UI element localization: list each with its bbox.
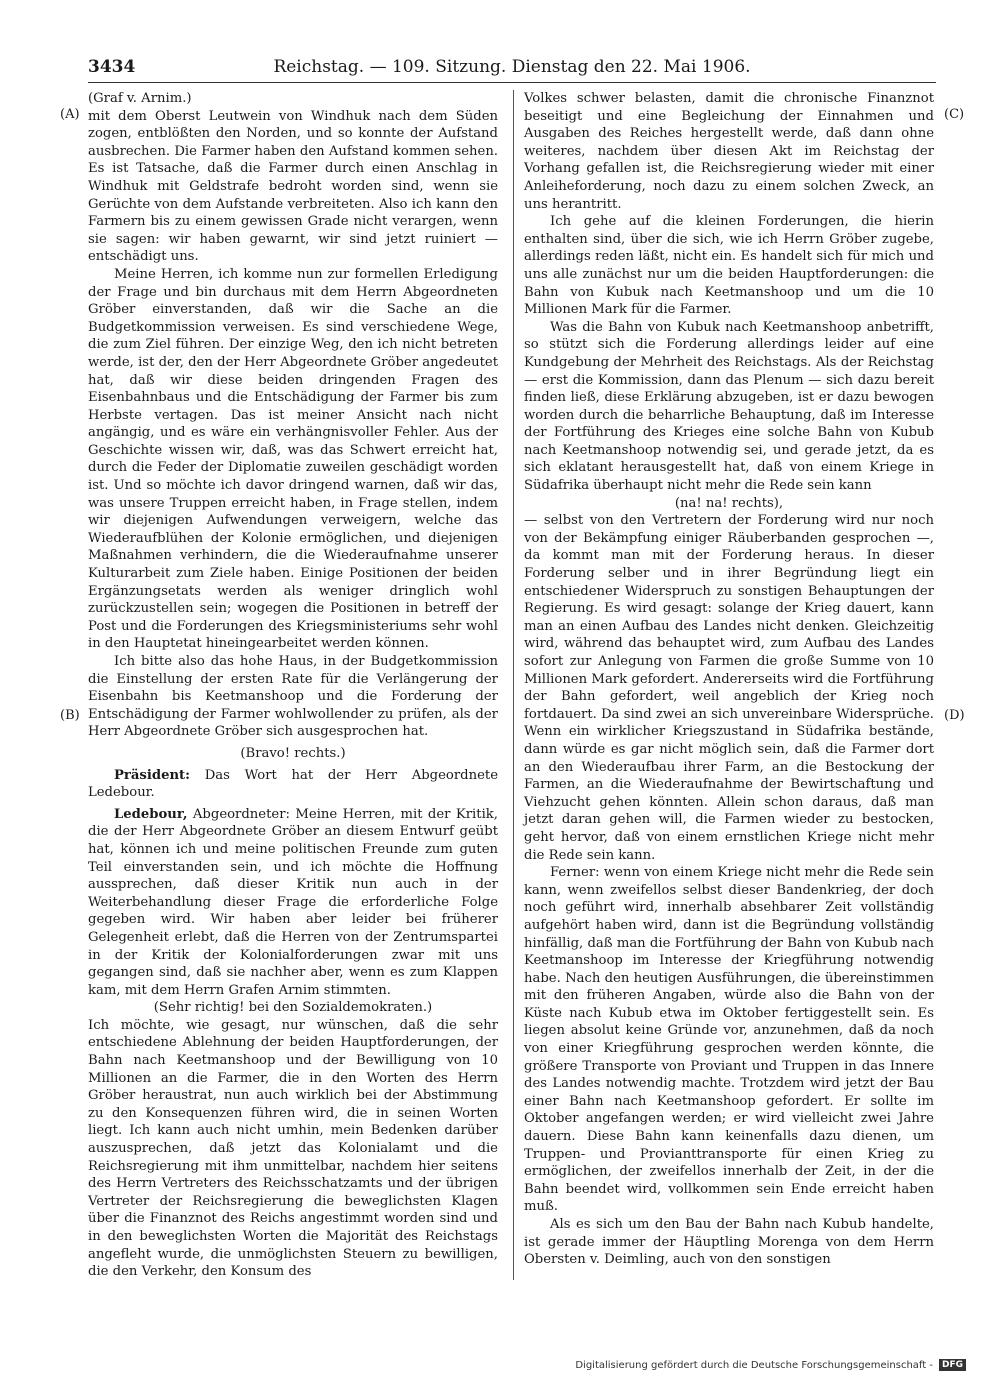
page-title: Reichstag. — 109. Sitzung. Dienstag den 22. Mai 1906. bbox=[273, 57, 751, 77]
margin-marker-d: (D) bbox=[944, 708, 965, 723]
paragraph: — selbst von den Vertretern der Forderung wird nur noch von der Bekämpfung einiger Räuberbanden gesprochen —, da kommt man mit der Forderung heraus. In dieser Forderung selber und in ihrer Begründung liegt ein entschiedener Widerspruch zu sonstigen Behauptungen der Regierung. Es wird gesagt: solange der Krieg dauert, kann man an einen Aufbau des Landes nicht denken. Gleichzeitig wird, während das behauptet wird, zum Aufbau des Landes sofort zur Anlegung von Farmen die große Summe von 10 Millionen Mark gefordert. Andererseits wird die Fortführung der Bahn gefordert, weil angeblich der Krieg noch fortdauert. Da sind zwei an sich unvereinbare Widersprüche. Wenn ein wirklicher Kriegszustand in Südafrika bestände, dann würde es gar nicht möglich sein, daß die Farmer dort an den Wiederaufbau ihrer Farm, an die Bestockung der Farmen, an die Wiederaufnahme der Bewirtschaftung und Viehzucht gehen könnten. Allein schon daraus, daß man jetzt daran gehen will, die Farmen wieder zu bestocken, geht hervor, daß von einem ernstlichen Kriege nicht mehr die Rede sein kann. bbox=[524, 513, 934, 863]
paragraph: Ich gehe auf die kleinen Forderungen, die hierin enthalten sind, über die sich, wie ich Herrn Gröber zugebe, allerdings reden läßt, nicht ein. Es handelt sich für mich und uns alle zunächst nur um die beiden Hauptforderungen: die Bahn von Kubuk nach Keetmanshoop und um die 10 Millionen Mark für die Farmer. bbox=[524, 214, 934, 318]
margin-marker-a: (A) bbox=[60, 107, 80, 122]
paragraph: Ich bitte also das hohe Haus, in der Budgetkommission die Einstellung der ersten Rate für die Verlängerung der Eisenbahn bis Keetmanshoop und die Forderung der Entschädigung der Farmer wohlwollender zu prüfen, als der Herr Abgeordnete Gröber sich ausgesprochen hat. bbox=[88, 654, 498, 740]
page-number: 3434 bbox=[88, 57, 136, 77]
paragraph: Ich möchte, wie gesagt, nur wünschen, daß die sehr entschiedene Ablehnung der beiden Hauptforderungen, der Bahn nach Keetmanshoop und der Bewilligung von 10 Millionen an die Farmer, die in den Worten des Herrn Gröber heraustrat, nun auch wirklich bei der Abstimmung zu den Konsequenzen führen wird, die in seinen Worten liegt. Ich kann auch nicht umhin, mein Bedenken darüber auszusprechen, daß jetzt das Kolonialamt und die Reichsregierung mit ihm unmittelbar, nachdem hier seitens des Herrn Vertreters des Reichsschatzamts und der übrigen Vertreter der Reichsregierung die beweglichsten Klagen über die Finanznot des Reichs angestimmt worden sind und in den beweglichsten Worten die Majorität des Reichstags angefleht wurde, die unmöglichsten Steuern zu bewilligen, die den Verkehr, den Konsum des bbox=[88, 1017, 498, 1280]
statement-text: Abgeordneter: Meine Herren, mit der Kritik, die der Herr Abgeordnete Gröber an diesem Entwurf geübt hat, können ich und meine politischen Freunde zum guten Teil einverstanden sein, und ich möchte die Hoffnung aussprechen, daß dieser Kritik nun auch in der Weiterbehandlung dieser Frage die erforderliche Folge gegeben wird. Wir haben aber leider bei früherer Gelegenheit erlebt, daß die Herren von der Zentrumspartei in der Kritik der Kolonialforderungen zwar mit uns gegangen sind, daß sie nachher aber, wenn es zum Klappen kam, mit dem Herrn Grafen Arnim stimmten. bbox=[88, 806, 498, 998]
margin-marker-c: (C) bbox=[944, 107, 965, 122]
dfg-logo: DFG bbox=[939, 1359, 966, 1371]
footer-text: Digitalisierung gefördert durch die Deutsche Forschungsgemeinschaft - bbox=[575, 1359, 933, 1371]
page-header bbox=[88, 57, 936, 83]
margin-marker-b: (B) bbox=[60, 708, 80, 723]
paragraph: mit dem Oberst Leutwein von Windhuk nach dem Süden zogen, entblößten den Norden, und so konnte der Aufstand ausbrechen. Die Farmer haben den Aufstand kommen sehen. Es ist Tatsache, daß die Farmer durch einen Anschlag in Windhuk mit Geldstrafe bedroht worden sind, wenn sie Gerüchte von dem Aufstande verbreiteten. Also ich kann den Farmern bis zu einem gewissen Grade nicht verargen, wenn sie sagen: wir haben gewarnt, wir sind jetzt ruiniert — entschädigt uns. bbox=[88, 108, 498, 265]
left-column bbox=[88, 90, 498, 1281]
speaker-label: Präsident: bbox=[114, 767, 191, 783]
speaker-label: Ledebour, bbox=[114, 806, 188, 822]
applause-note: (Bravo! rechts.) bbox=[240, 745, 346, 761]
paragraph: Volkes schwer belasten, damit die chronische Finanznot beseitigt und eine Begleichung der Einnahmen und Ausgaben des Reiches hergestellt werde, daß dann ohne weiteres, nachdem über diesen Akt im Reichstag der Vorhang gefallen ist, die Reichsregierung wieder mit einer Anleiheforderung, noch dazu zu einem solchen Zweck, an uns herantritt. bbox=[524, 91, 934, 212]
paragraph: Meine Herren, ich komme nun zur formellen Erledigung der Frage und bin durchaus mit dem Herrn Abgeordneten Gröber einverstanden, daß wir die Sache an die Budgetkommission verweisen. Es sind verschiedene Wege, die zum Ziel führen. Der einzige Weg, den ich nicht betreten werde, ist der, den der Herr Abgeordnete Gröber angedeutet hat, daß wir diese beiden dringenden Fragen des Eisenbahnbaus und die Entschädigung der Farmer bis zum Herbste vertagen. Das ist meiner Ansicht nach nicht angängig, und es wäre ein verhängnisvoller Fehler. Aus der Geschichte wissen wir, daß, was das Schwert erreicht hat, durch die Feder der Diplomatie zuweilen geschädigt worden ist. Und so möchte ich davor dringend warnen, daß wir das, was unsere Truppen erreicht haben, in Frage stellen, indem wir diejenigen Aufwendungen verweigern, welche das Wiederaufblühen der Kolonie ermöglichen, und diejenigen Maßnahmen verhindern, die die Wiederaufnahme unserer Kulturarbeit zum Ziele haben. Einige Positionen der beiden Ergänzungsetats werden als weniger dringlich wohl zurückzustellen sein; wogegen die Positionen in betreff der Post und die Forderungen des Kriegsministeriums sehr wohl in den Hauptetat hineingearbeitet werden können. bbox=[88, 266, 498, 652]
paragraph: Was die Bahn von Kubuk nach Keetmanshoop anbetrifft, so stützt sich die Forderung allerdings leider auf eine Kundgebung der Mehrheit des Reichstags. Als der Reichstag — erst die Kommission, dann das Plenum — sich dazu bereit finden ließ, diese Erklärung abzugeben, ist er dazu bewogen worden durch die beharrliche Behauptung, daß im Interesse der Fortführung des Krieges eine solche Bahn von Kubub nach Keetmanshoop notwendig sei, und gerade jetzt, da es sich eklatant herausgestellt hat, daß von einem Kriege in Südafrika überhaupt nicht mehr die Rede sein kann bbox=[524, 319, 934, 494]
statement-text: Das Wort hat der Herr Abgeordnete Ledebour. bbox=[88, 767, 498, 801]
speaker-reference: (Graf v. Arnim.) bbox=[88, 91, 192, 106]
interjection-note: (Sehr richtig! bei den Sozialdemokraten.) bbox=[153, 1000, 433, 1016]
column-divider bbox=[513, 90, 514, 1280]
interjection-note: (na! na! rechts), bbox=[674, 495, 784, 511]
digitization-footer bbox=[575, 1359, 966, 1371]
right-column bbox=[524, 90, 934, 1269]
president-statement bbox=[88, 767, 498, 802]
paragraph: Als es sich um den Bau der Bahn nach Kubub handelte, ist gerade immer der Häuptling Morenga von dem Herrn Obersten v. Deimling, auch von den sonstigen bbox=[524, 1217, 934, 1268]
ledebour-statement bbox=[88, 806, 498, 1000]
header-rule bbox=[88, 82, 936, 83]
paragraph: Ferner: wenn von einem Kriege nicht mehr die Rede sein kann, wenn zweifellos selbst dieser Bandenkrieg, der doch noch geführt wird, innerhalb absehbarer Zeit vollständig aufgehört haben wird, dann ist die Begründung vollständig hinfällig, daß man die Fortführung der Bahn von Kubub nach Keetmanshoop im Interesse der Kriegführung notwendig habe. Nach den heutigen Ausführungen, die übereinstimmen mit den früheren Angaben, würde also die Bahn von der Küste nach Kubub etwa im Oktober fertiggestellt sein. Es liegen absolut keine Gründe vor, anzunehmen, daß da noch von einer Kriegführung gesprochen werden könnte, die größere Transporte von Proviant und Truppen in das Innere des Landes notwendig machte. Trotzdem wird jetzt der Bau einer Bahn nach Keetmanshoop gefordert. Er sollte im Oktober angefangen werden; er wird vielleicht zwei Jahre dauern. Diese Bahn kann keinenfalls dazu dienen, um Truppen- und Provianttransporte für einen Krieg zu ermöglichen, der zweifellos innerhalb der Zeit, in der die Bahn beendet wird, vollkommen sein Ende erreicht haben muß. bbox=[524, 865, 934, 1215]
